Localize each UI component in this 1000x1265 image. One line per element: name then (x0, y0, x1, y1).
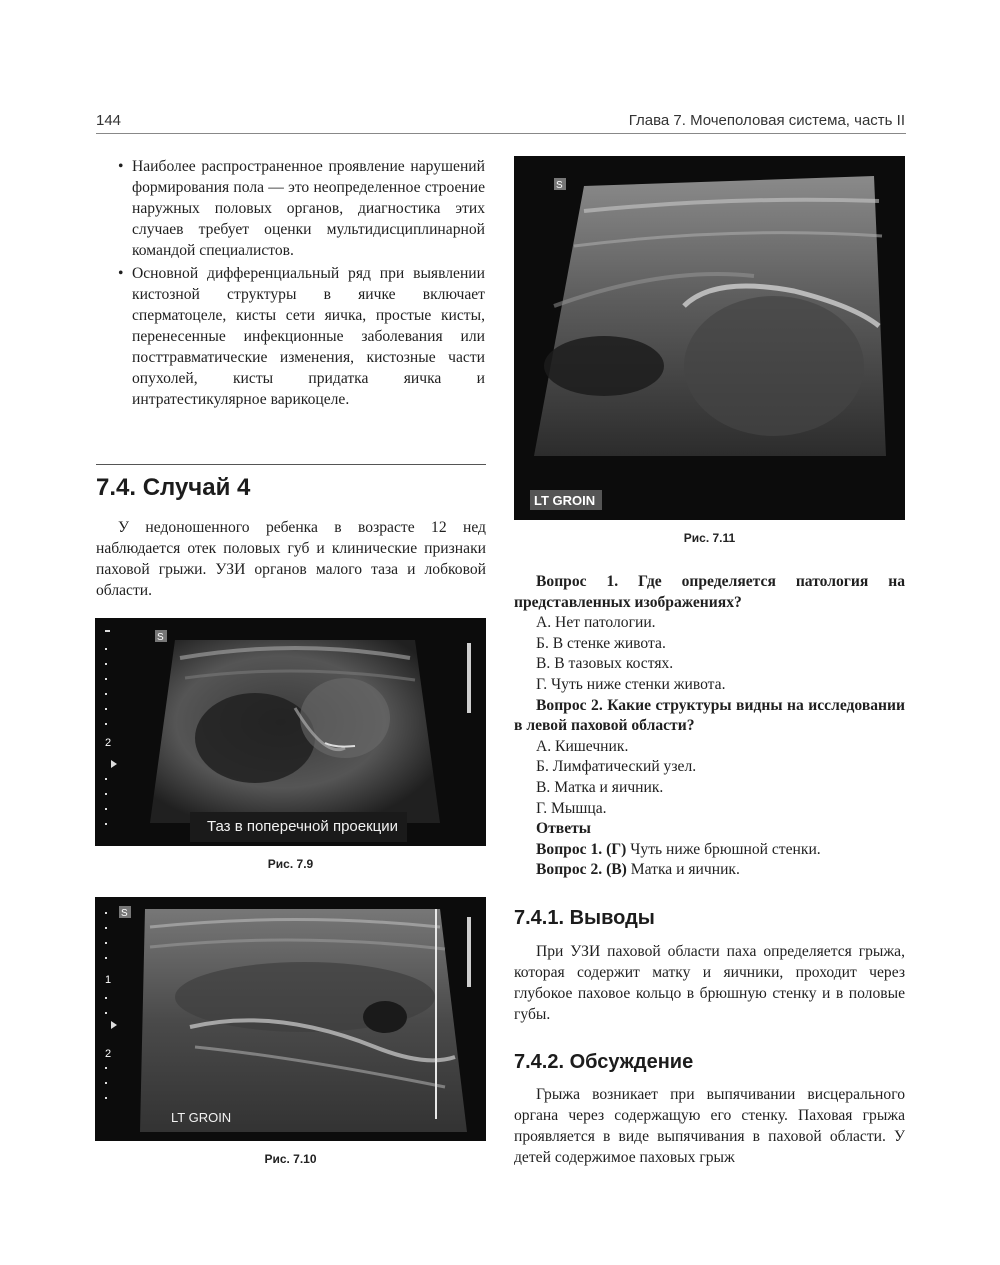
page-number: 144 (96, 112, 122, 129)
image-label: LT GROIN (171, 1110, 232, 1125)
answers-title: Ответы (536, 820, 591, 838)
depth-marker: 2 (105, 1048, 112, 1060)
case-intro-text: У недоношенного ребенка в возрасте 12 нед наблюдается отек половых губ и клинические признаки паховой грыжи. УЗИ органов малого таза и лобковой области. (96, 519, 486, 599)
depth-marker: 1 (105, 974, 112, 986)
image-label: Таз в поперечной проекции (207, 818, 399, 835)
running-header: Глава 7. Мочеполовая система, часть II (628, 112, 905, 129)
answer-label: Вопрос 1. (Г) (536, 840, 627, 858)
subsection-title: 7.4.2. Обсуждение (514, 1051, 694, 1073)
bullet-dot: • (118, 265, 124, 282)
bullet-dot: • (118, 158, 124, 175)
answer-2 (514, 860, 905, 881)
question-option: Б. Лимфатический узел. (536, 758, 697, 776)
conclusions-body (514, 941, 905, 1025)
question-option: А. Нет патологии. (536, 614, 656, 632)
question-option: А. Кишечник. (536, 737, 629, 755)
probe-marker: S (121, 908, 128, 919)
question-option: Г. Чуть ниже стенки живота. (536, 675, 726, 693)
probe-marker: S (556, 180, 563, 191)
section-rule (96, 464, 486, 465)
image-label: LT GROIN (534, 493, 596, 508)
figure-caption: Рис. 7.9 (267, 857, 314, 871)
discussion-body (514, 1084, 905, 1168)
question-1: Вопрос 1. Где определяется патология на представленных изображениях? (514, 573, 905, 611)
subsection-title: 7.4.1. Выводы (514, 907, 655, 929)
depth-marker: 2 (105, 737, 112, 749)
questions-block (514, 572, 905, 881)
conclusions-text: При УЗИ паховой области паха определяется грыжа, которая содержит матку и яичники, проходит через глубокое паховое кольцо в брюшную стенку и в половые губы. (514, 943, 905, 1023)
ultrasound-figure-7-9 (95, 618, 486, 846)
answer-1 (514, 840, 905, 861)
figure-caption: Рис. 7.10 (264, 1152, 317, 1166)
figure-caption: Рис. 7.11 (683, 531, 736, 545)
discussion-text: Грыжа возникает при выпячивании висцерального органа через содержащую его стенку. Паховая грыжа проявляется в виде выпячивания в паховой области. У детей содержимое паховых грыж (514, 1086, 905, 1166)
answer-label: Вопрос 2. (В) (536, 861, 627, 879)
bullet-item (118, 156, 485, 261)
answer-text: Чуть ниже брюшной стенки. (626, 840, 821, 858)
header-rule (96, 133, 906, 134)
bullet-item (118, 263, 485, 410)
question-option: Г. Мышца. (536, 799, 607, 817)
case-intro (96, 517, 486, 601)
bullet-list (118, 156, 485, 412)
question-option: В. В тазовых костях. (536, 655, 674, 673)
question-option: Б. В стенке живота. (536, 634, 666, 652)
answer-text: Матка и яичник. (626, 861, 740, 879)
ultrasound-figure-7-11 (514, 156, 905, 520)
question-2: Вопрос 2. Какие структуры видны на исследовании в левой паховой области? (514, 696, 905, 735)
ultrasound-figure-7-10 (95, 897, 486, 1141)
probe-marker: S (157, 632, 164, 643)
question-option: В. Матка и яичник. (536, 778, 664, 796)
bullet-text: Основной дифференциальный ряд при выявлении кистозной структуры в яичке включает сперматоцеле, кисты сети яичка, простые кисты, перенесенные инфекционные заболевания или посттравматические изменения, кистозные части опухолей, кисты придатка яичка и интратестикулярное варикоцеле. (132, 265, 485, 408)
bullet-text: Наиболее распространенное проявление нарушений формирования пола — это неопределенное строение наружных половых органов, диагностика этих случаев требует оценки мультидисциплинарной командой специалистов. (132, 158, 485, 259)
section-title: 7.4. Случай 4 (96, 474, 251, 501)
